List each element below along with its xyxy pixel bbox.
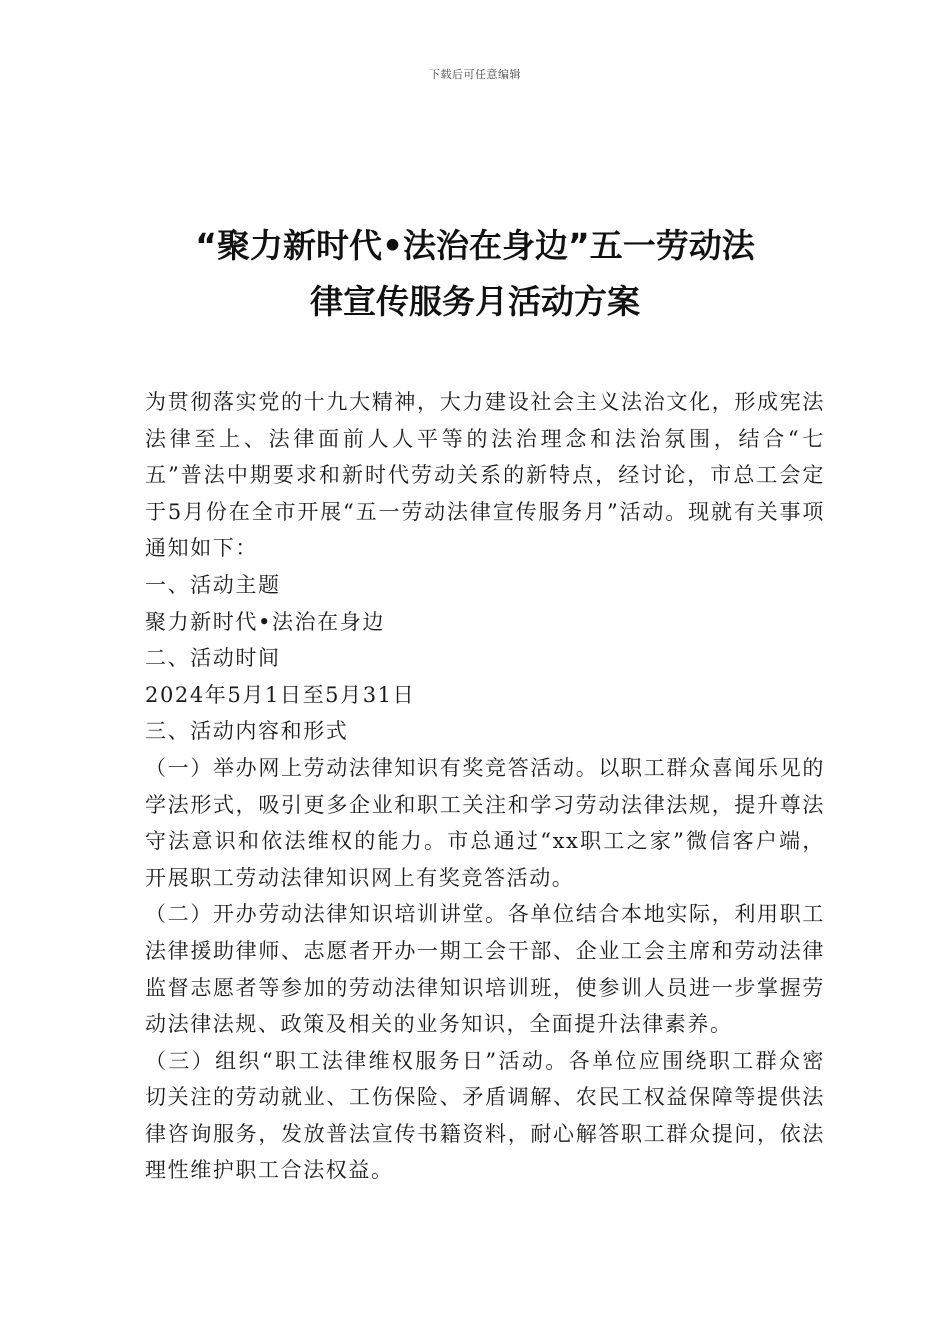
document-title-line-1: “聚力新时代•法治在身边”五一劳动法 (195, 226, 755, 265)
content-item-1: （一）举办网上劳动法律知识有奖竞答活动。以职工群众喜闻乐见的学法形式，吸引更多企业和职工关注和学习劳动法律法规，提升尊法守法意识和依法维权的能力。市总通过“xx职工之家”微信客户端，开展职工劳动法律知识网上有奖竞答活动。 (145, 755, 825, 890)
section-heading-content: 三、活动内容和形式 (145, 719, 349, 744)
intro-paragraph: 为贯彻落实党的十九大精神，大力建设社会主义法治文化，形成宪法法律至上、法律面前人人平等的法治理念和法治氛围，结合“七五”普法中期要求和新时代劳动关系的新特点，经讨论，市总工会定于5月份在全市开展“五一劳动法律宣传服务月”活动。现就有关事项通知如下： (145, 390, 825, 561)
content-item-2: （二）开办劳动法律知识培训讲堂。各单位结合本地实际，利用职工法律援助律师、志愿者开办一期工会干部、企业工会主席和劳动法律监督志愿者等参加的劳动法律知识培训班，使参训人员进一步掌握劳动法律法规、政策及相关的业务知识，全面提升法律素养。 (145, 902, 825, 1037)
section-text-time: 2024年5月1日至5月31日 (145, 682, 416, 707)
document-title-line-2: 律宣传服务月活动方案 (310, 282, 640, 321)
content-item-3: （三）组织“职工法律维权服务日”活动。各单位应围绕职工群众密切关注的劳动就业、工伤保险、矛盾调解、农民工权益保障等提供法律咨询服务，发放普法宣传书籍资料，耐心解答职工群众提问，依法理性维护职工合法权益。 (145, 1048, 825, 1183)
document-body (145, 384, 825, 1189)
section-heading-time: 二、活动时间 (145, 646, 281, 671)
section-text-theme: 聚力新时代•法治在身边 (145, 609, 385, 634)
section-heading-theme: 一、活动主题 (145, 572, 281, 597)
document-title (120, 218, 830, 330)
page-header: 下载后可任意编辑 (429, 68, 521, 81)
